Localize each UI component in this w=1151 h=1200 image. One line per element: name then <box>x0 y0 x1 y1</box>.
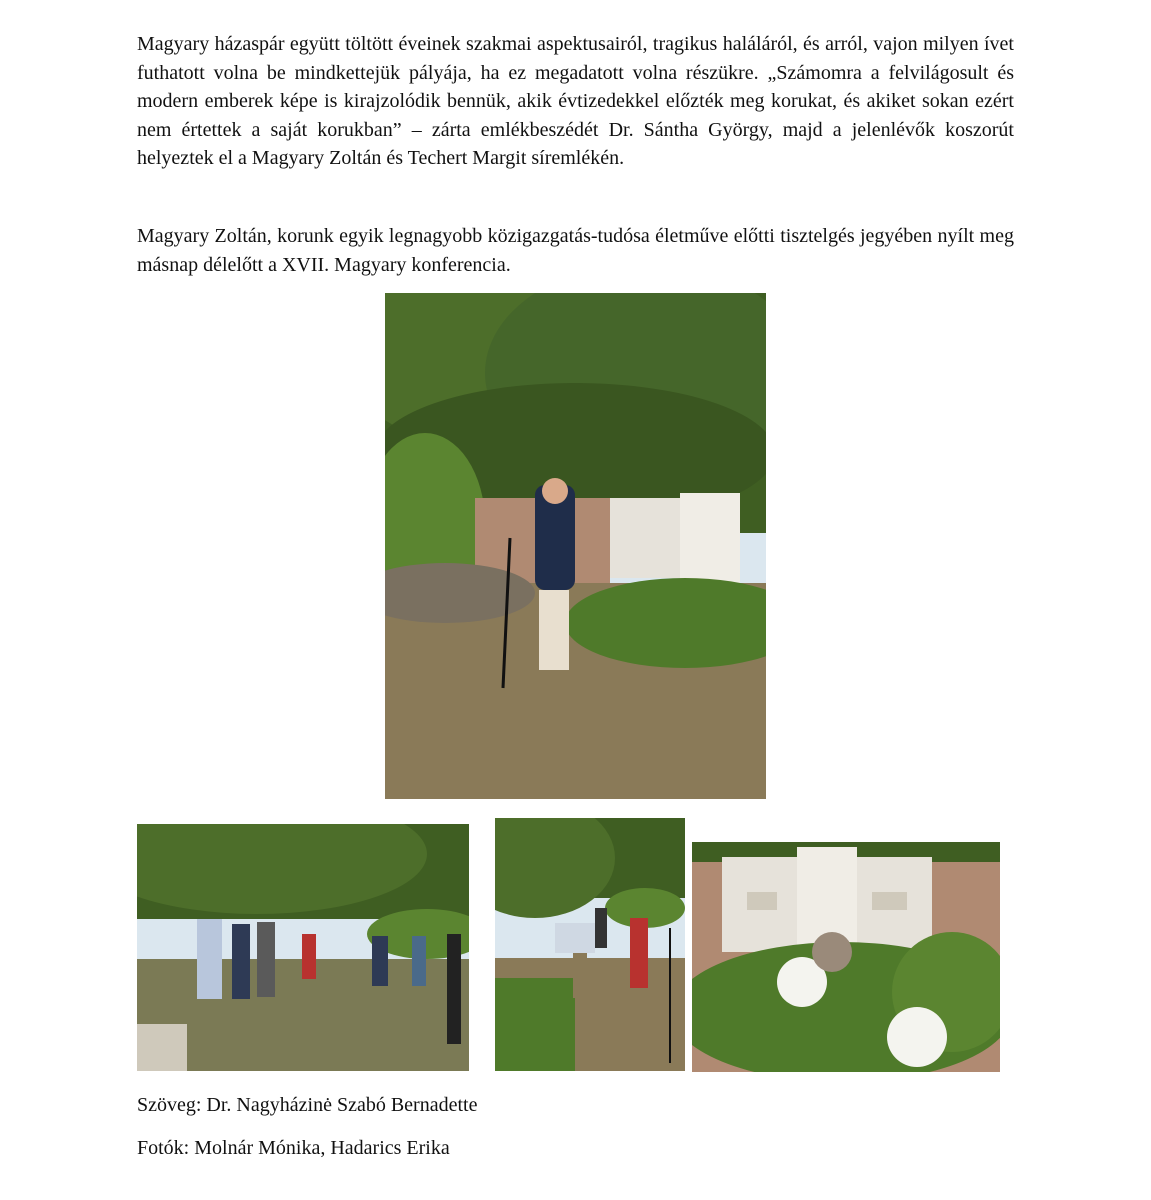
photo-wreath-laying <box>495 818 685 1071</box>
photo-grave-with-wreaths <box>692 842 1000 1072</box>
photo-speaker-at-grave <box>385 293 766 799</box>
credit-photographers: Fotók: Molnár Mónika, Hadarics Erika <box>137 1137 450 1159</box>
article-paragraph-2: Magyary Zoltán, korunk egyik legnagyobb közigazgatás-tudósa életműve előtti tisztelgés jegyében nyílt meg másnap délelőtt a XVII. Magyary konferencia. <box>137 225 1014 276</box>
credit-text-author: Szöveg: Dr. Nagyházinė Szabó Bernadette <box>137 1094 478 1116</box>
photo-attendees-group <box>137 824 469 1071</box>
article-paragraph-1: Magyary házaspár együtt töltött éveinek szakmai aspektusairól, tragikus haláláról, és arról, vajon milyen ívet futhatott volna be mindkettejük pályája, ha ez megadatott volna részükre. „Számomra a felvilágosult és modern emberek képe is kirajzolódik bennük, akik évtizedekkel előzték meg korukat, és akiket sokan ezért nem értettek a saját korukban” – zárta emlékbeszédét Dr. Sántha György, majd a jelenlévők koszorút helyeztek el a Magyary Zoltán és Techert Margit síremlékén. <box>137 33 1014 170</box>
